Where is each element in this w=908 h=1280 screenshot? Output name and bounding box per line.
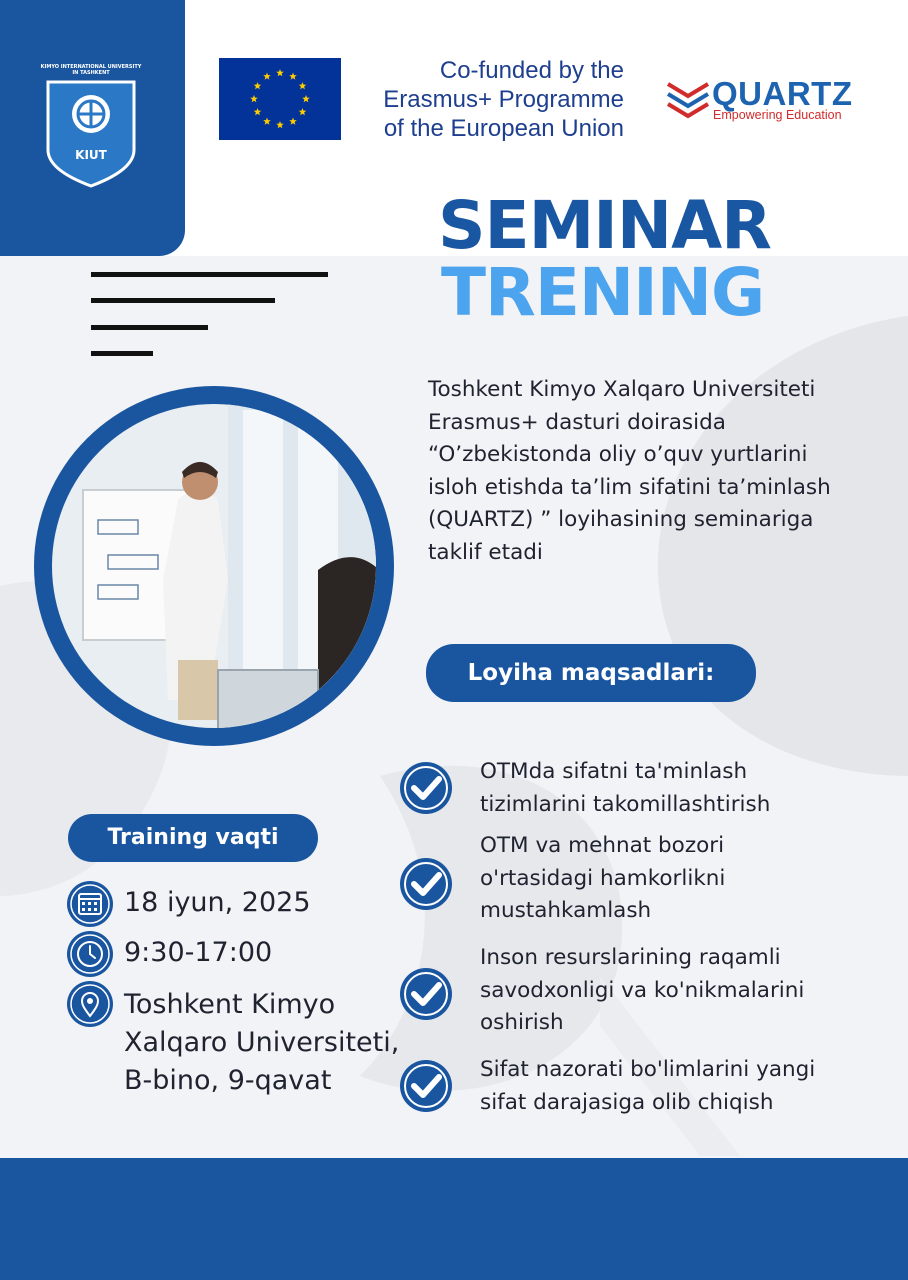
clock-icon — [66, 930, 114, 978]
presenter-photo — [28, 380, 406, 752]
goals-heading-pill: Loyiha maqsadlari: — [426, 644, 756, 702]
intro-line: isloh etishda ta’lim sifatini ta’minlash — [428, 474, 831, 500]
kiut-logo — [46, 80, 136, 188]
kiut-small-text: KIMYO INTERNATIONAL UNIVERSITY IN TASHKENT — [40, 64, 142, 76]
goal-text — [480, 1054, 880, 1119]
location-line: Xalqaro Universiteti, — [124, 1027, 400, 1058]
decorative-line — [91, 325, 208, 330]
goal-line: mustahkamlash — [480, 898, 652, 923]
decorative-line — [91, 351, 153, 356]
quartz-logo — [664, 76, 864, 126]
intro-line: (QUARTZ) ” loyihasining seminariga — [428, 507, 814, 532]
title-seminar: SEMINAR — [438, 187, 771, 264]
goal-item — [398, 832, 878, 932]
goal-text — [480, 942, 880, 1040]
decorative-line — [91, 272, 328, 277]
training-location — [124, 986, 424, 1100]
erasmus-line-1: Co-funded by the — [439, 57, 624, 84]
location-line: Toshkent Kimyo — [124, 989, 336, 1020]
kiut-name: KIUT — [75, 148, 107, 162]
goal-text — [480, 756, 880, 821]
goal-line: savodxonligi va ko'nikmalarini — [480, 977, 805, 1003]
goal-text — [480, 830, 880, 928]
erasmus-line-3: of the European Union — [383, 115, 624, 142]
checkmark-icon — [398, 760, 454, 816]
intro-line: Toshkent Kimyo Xalqaro Universiteti — [428, 377, 816, 402]
goal-item — [398, 758, 878, 828]
goal-item — [398, 1056, 878, 1126]
location-pin-icon — [66, 980, 114, 1028]
quartz-chevrons-icon — [666, 80, 710, 122]
decorative-line — [91, 298, 275, 303]
training-time-pill: Training vaqti — [68, 814, 318, 862]
goal-line: sifat darajasiga olib chiqish — [480, 1089, 774, 1115]
quartz-name: QUARTZ — [712, 75, 853, 112]
goal-line: OTM va mehnat bozori — [480, 833, 725, 858]
goal-line: OTMda sifatni ta'minlash — [480, 759, 748, 784]
calendar-icon — [66, 880, 114, 928]
eu-flag-icon — [219, 58, 341, 140]
goal-line: tizimlarini takomillashtirish — [480, 791, 771, 817]
intro-paragraph — [428, 374, 898, 569]
erasmus-line-2: Erasmus+ Programme — [383, 86, 624, 113]
goal-line: Inson resurslarining raqamli — [480, 945, 781, 970]
footer-band — [0, 1158, 908, 1280]
location-line: B-bino, 9-qavat — [124, 1065, 332, 1096]
goal-line: Sifat nazorati bo'limlarini yangi — [480, 1057, 816, 1082]
intro-line: “O’zbekistonda oliy o’quv yurtlarini — [428, 442, 808, 467]
title-trening: TRENING — [441, 254, 765, 331]
intro-line: Erasmus+ dasturi doirasida — [428, 409, 726, 435]
goal-line: oshirish — [480, 1010, 564, 1035]
training-time: 9:30-17:00 — [124, 937, 273, 968]
quartz-tagline: Empowering Education — [713, 108, 842, 122]
intro-line: taklif etadi — [428, 539, 543, 565]
training-date: 18 iyun, 2025 — [124, 887, 311, 918]
erasmus-cofunded-text — [352, 56, 624, 143]
goal-line: o'rtasidagi hamkorlikni — [480, 865, 726, 891]
goal-item — [398, 944, 878, 1044]
